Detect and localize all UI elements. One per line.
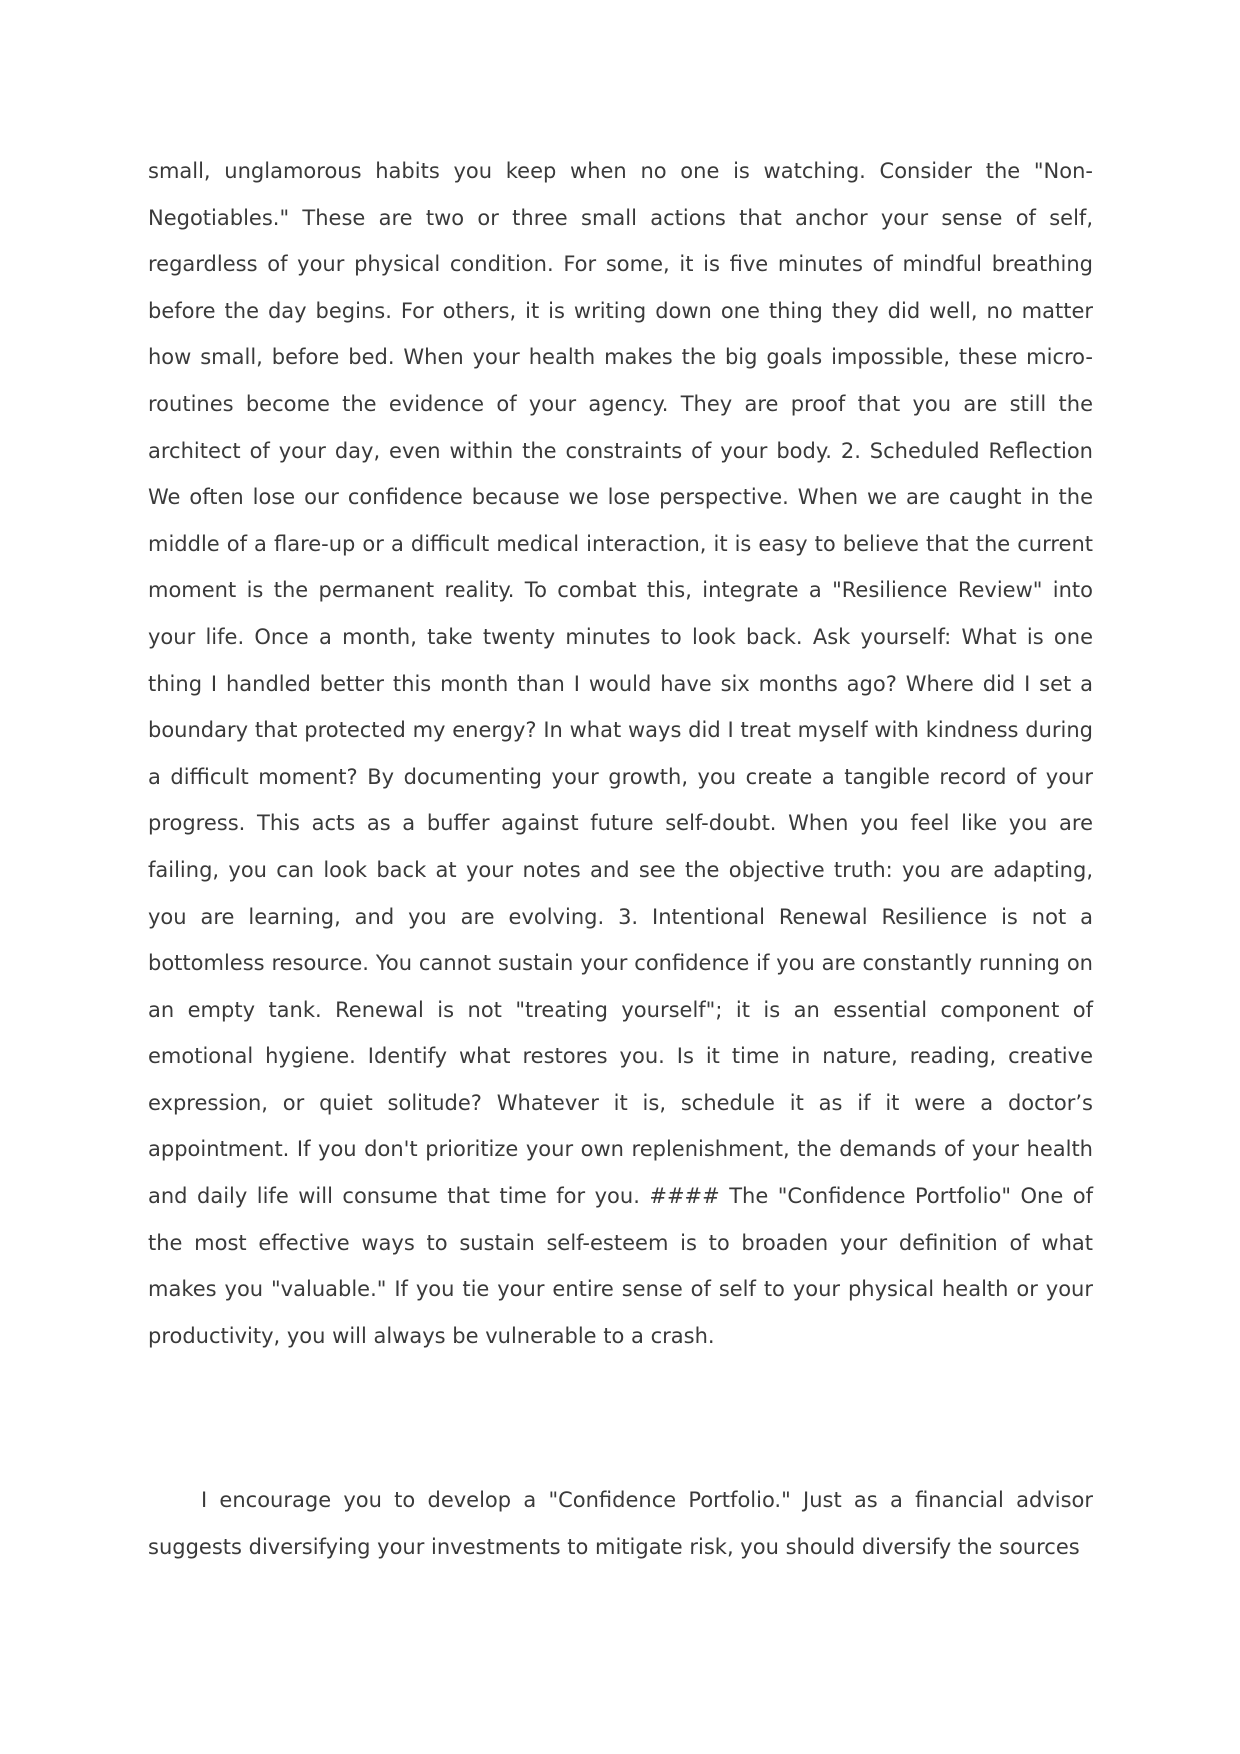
body-paragraph: I encourage you to develop a "Confidence Portfolio." Just as a financial advisor suggests diversifying your investments to mitigate risk, you should diversify the sources xyxy=(148,1488,1093,1559)
body-paragraph: small, unglamorous habits you keep when no one is watching. Consider the "Non-Negotiables." These are two or three small actions that anchor your sense of self, regardless of your physical condition. For some, it is five minutes of mindful breathing before the day begins. For others, it is writing down one thing they did well, no matter how small, before bed. When your health makes the big goals impossible, these micro-routines become the evidence of your agency. They are proof that you are still the architect of your day, even within the constraints of your body. 2. Scheduled Reflection We often lose our confidence because we lose perspective. When we are caught in the middle of a flare-up or a difficult medical interaction, it is easy to believe that the current moment is the permanent reality. To combat this, integrate a "Resilience Review" into your life. Once a month, take twenty minutes to look back. Ask yourself: What is one thing I handled better this month than I would have six months ago? Where did I set a boundary that protected my energy? In what ways did I treat myself with kindness during a difficult moment? By documenting your growth, you create a tangible record of your progress. This acts as a buffer against future self-doubt. When you feel like you are failing, you can look back at your notes and see the objective truth: you are adapting, you are learning, and you are evolving. 3. Intentional Renewal Resilience is not a bottomless resource. You cannot sustain your confidence if you are constantly running on an empty tank. Renewal is not "treating yourself"; it is an essential component of emotional hygiene. Identify what restores you. Is it time in nature, reading, creative expression, or quiet solitude? Whatever it is, schedule it as if it were a doctor’s appointment. If you don't prioritize your own replenishment, the demands of your health and daily life will consume that time for you. #### The "Confidence Portfolio" One of the most effective ways to sustain self-esteem is to broaden your definition of what makes you "valuable." If you tie your entire sense of self to your physical health or your productivity, you will always be vulnerable to a crash. xyxy=(148,159,1093,1348)
